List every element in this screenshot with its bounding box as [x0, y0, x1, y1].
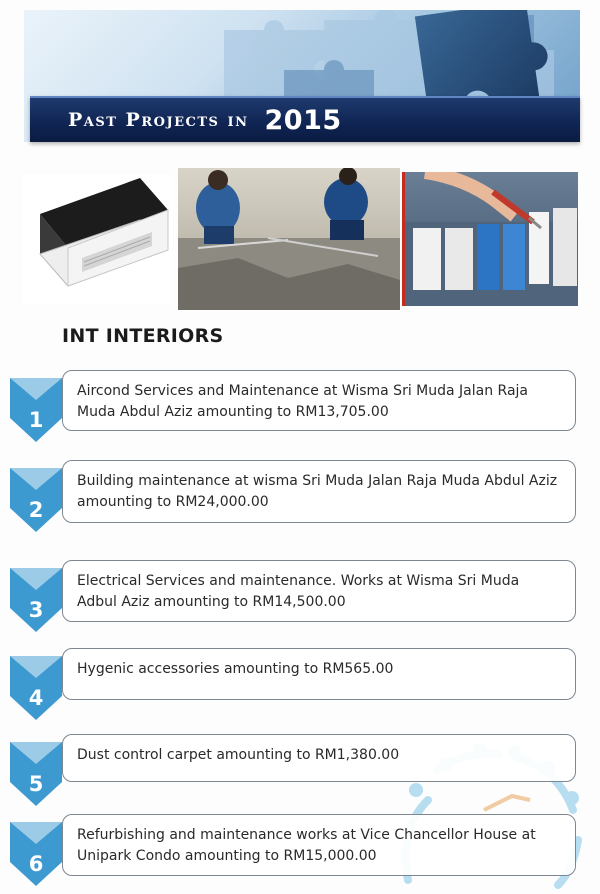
project-text: Electrical Services and maintenance. Works at Wisma Sri Muda Adbul Aziz amounting to RM14,500.00: [77, 573, 520, 610]
project-text: Hygenic accessories amounting to RM565.00: [77, 661, 394, 677]
item-number: 4: [28, 686, 44, 710]
list-item: [0, 814, 600, 886]
project-card: [62, 370, 576, 431]
project-card: [62, 560, 576, 622]
project-card: [62, 460, 576, 523]
number-marker: [10, 378, 62, 442]
workers-floor-photo: [178, 168, 400, 310]
item-number: 1: [28, 408, 44, 432]
page-title-year: 2015: [264, 104, 342, 136]
section-heading: INT INTERIORS: [62, 325, 224, 347]
item-number: 2: [28, 498, 44, 522]
project-card: [62, 814, 576, 876]
list-item: [0, 370, 600, 442]
project-text: Building maintenance at wisma Sri Muda Jalan Raja Muda Abdul Aziz amounting to RM24,000.00: [77, 473, 558, 510]
number-marker: [10, 468, 62, 532]
number-marker: [10, 822, 62, 886]
list-item: [0, 648, 600, 720]
item-number: 6: [28, 852, 44, 876]
list-item: [0, 460, 600, 532]
page-title: Past Projects in: [68, 109, 249, 131]
item-number: 3: [28, 598, 44, 622]
number-marker: [10, 742, 62, 806]
project-text: Aircond Services and Maintenance at Wisma Sri Muda Jalan Raja Muda Abdul Aziz amounting to RM13,705.00: [77, 383, 528, 420]
project-text: Dust control carpet amounting to RM1,380.00: [77, 747, 400, 763]
electrical-panel-photo: [402, 172, 578, 306]
photo-strip: [0, 168, 600, 310]
project-card: [62, 648, 576, 700]
title-bar: [30, 96, 580, 142]
number-marker: [10, 568, 62, 632]
list-item: [0, 560, 600, 632]
project-text: Refurbishing and maintenance works at Vice Chancellor House at Unipark Condo amounting to RM15,000.00: [77, 827, 536, 864]
number-marker: [10, 656, 62, 720]
item-number: 5: [28, 772, 44, 796]
project-card: [62, 734, 576, 782]
list-item: [0, 734, 600, 806]
air-conditioner-photo: [22, 174, 172, 304]
